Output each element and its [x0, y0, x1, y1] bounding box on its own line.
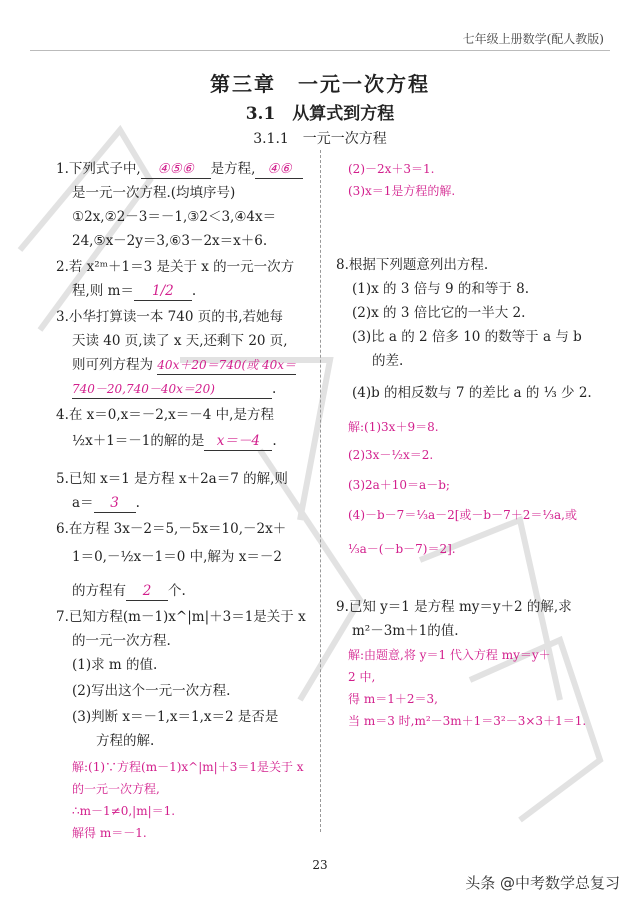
q3-answer-1: 40x＋20＝740(或 40x＝: [157, 356, 296, 375]
running-header: 七年级上册数学(配人教版): [462, 32, 604, 46]
q2-text-b: 程,则 m＝: [72, 283, 134, 299]
q5-text-b: a＝: [72, 495, 94, 511]
q2-period: .: [191, 283, 197, 299]
q1-options-1: ①2x,②2－3＝－1,③2＜3,④4x＝: [72, 209, 277, 225]
q7-text-b: 的一元一次方程.: [72, 633, 171, 649]
q7-part-3b: 方程的解.: [96, 733, 155, 749]
q6-text-a: 6.在方程 3x－2＝5,－5x＝10,－2x＋: [56, 521, 287, 537]
q4-answer: x＝－4: [204, 432, 272, 451]
q5-period: .: [135, 495, 140, 511]
ans7-line-1: 解:(1)∵方程(m－1)x^|m|＋3＝1是关于 x: [72, 760, 304, 774]
ans8-line-4: (4)－b－7＝⅓a－2[或－b－7＋2＝⅓a,或: [348, 508, 577, 522]
q8-part-1: (1)x 的 3 倍与 9 的和等于 8.: [352, 281, 530, 297]
q6-text-d: 个.: [168, 583, 186, 599]
q3-answer-2: 740－20,740－40x＝20): [72, 380, 272, 399]
q6-answer: 2: [126, 582, 168, 601]
q2-answer: 1/2: [134, 282, 192, 301]
page-number: 23: [312, 858, 328, 872]
chapter-title: 第三章 一元一次方程: [210, 72, 430, 96]
ans8-line-5: ⅓a－(－b－7)＝2].: [348, 542, 456, 556]
ans9-line-3: 得 m＝1＋2＝3,: [348, 692, 438, 706]
q5-answer: 3: [94, 494, 136, 513]
q4-text-b: ½x＋1＝－1的解的是: [72, 433, 205, 449]
q9-text-b: m²－3m＋1的值.: [352, 623, 459, 639]
q4-text-a: 4.在 x＝0,x＝－2,x＝－4 中,是方程: [56, 407, 274, 423]
ans9-line-2: 2 中,: [348, 670, 376, 684]
q8-part-3a: (3)比 a 的 2 倍多 10 的数等于 a 与 b: [352, 329, 582, 345]
q1-options-2: 24,⑤x－2y＝3,⑥3－2x＝x＋6.: [72, 233, 268, 249]
q7-part-3a: (3)判断 x＝－1,x＝1,x＝2 是否是: [72, 709, 279, 725]
q1-answer-equations: ④⑤⑥: [141, 160, 211, 179]
q3-text-a: 3.小华打算读一本 740 页的书,若她每: [56, 309, 284, 325]
q3-text-b: 天读 40 页,读了 x 天,还剩下 20 页,: [72, 333, 288, 349]
q5-text-a: 5.已知 x＝1 是方程 x＋2a＝7 的解,则: [56, 471, 288, 487]
header-rule: [30, 50, 610, 51]
q8-part-4: (4)b 的相反数与 7 的差比 a 的 ⅓ 少 2.: [352, 385, 592, 401]
ans9-line-4: 当 m＝3 时,m²－3m＋1＝3²－3×3＋1＝1.: [348, 714, 587, 728]
ans9-line-1: 解:由题意,将 y＝1 代入方程 my＝y＋: [348, 648, 551, 662]
q3-period: .: [272, 381, 277, 397]
q1-text-c: 是一元一次方程.(均填序号): [72, 185, 236, 201]
q4-period: .: [272, 433, 277, 449]
q6-text-c: 的方程有: [72, 583, 126, 599]
q8-part-3b: 的差.: [372, 353, 404, 369]
ans7-line-4: 解得 m＝－1.: [72, 826, 147, 840]
section-title: 3.1 从算式到方程: [245, 104, 395, 124]
ans8-line-2: (2)3x－½x＝2.: [348, 448, 434, 462]
q1-answer-linear: ④⑥: [255, 160, 303, 179]
q7-text-a: 7.已知方程(m－1)x^|m|＋3＝1是关于 x: [56, 609, 306, 625]
ans8-line-3: (3)2a＋10＝a－b;: [348, 478, 450, 492]
q1-text-b: 是方程,: [210, 161, 256, 177]
q7-part-1: (1)求 m 的值.: [72, 657, 158, 673]
ans7-line-3: ∴m－1≠0,|m|＝1.: [72, 804, 176, 818]
ans7-cont-1: (2)－2x＋3＝1.: [348, 162, 435, 176]
ans7-line-2: 的一元一次方程,: [72, 782, 160, 796]
q2-text-a: 2.若 x²ᵐ＋1＝3 是关于 x 的一元一次方: [56, 259, 295, 275]
source-watermark: 头条 @中考数学总复习: [465, 874, 620, 892]
ans7-cont-2: (3)x＝1是方程的解.: [348, 184, 456, 198]
q1-text-a: 1.下列式子中,: [56, 161, 141, 177]
q3-text-c: 则可列方程为: [72, 357, 153, 373]
q6-text-b: 1＝0,－½x－1＝0 中,解为 x＝－2: [72, 549, 282, 565]
ans8-line-1: 解:(1)3x＋9＝8.: [348, 420, 439, 434]
q8-part-2: (2)x 的 3 倍比它的一半大 2.: [352, 305, 526, 321]
q9-text-a: 9.已知 y＝1 是方程 my＝y＋2 的解,求: [336, 599, 572, 615]
column-divider: [320, 150, 321, 832]
q8-text: 8.根据下列题意列出方程.: [336, 257, 489, 273]
q7-part-2: (2)写出这个一元一次方程.: [72, 683, 231, 699]
subsection-title: 3.1.1 一元一次方程: [253, 131, 387, 147]
